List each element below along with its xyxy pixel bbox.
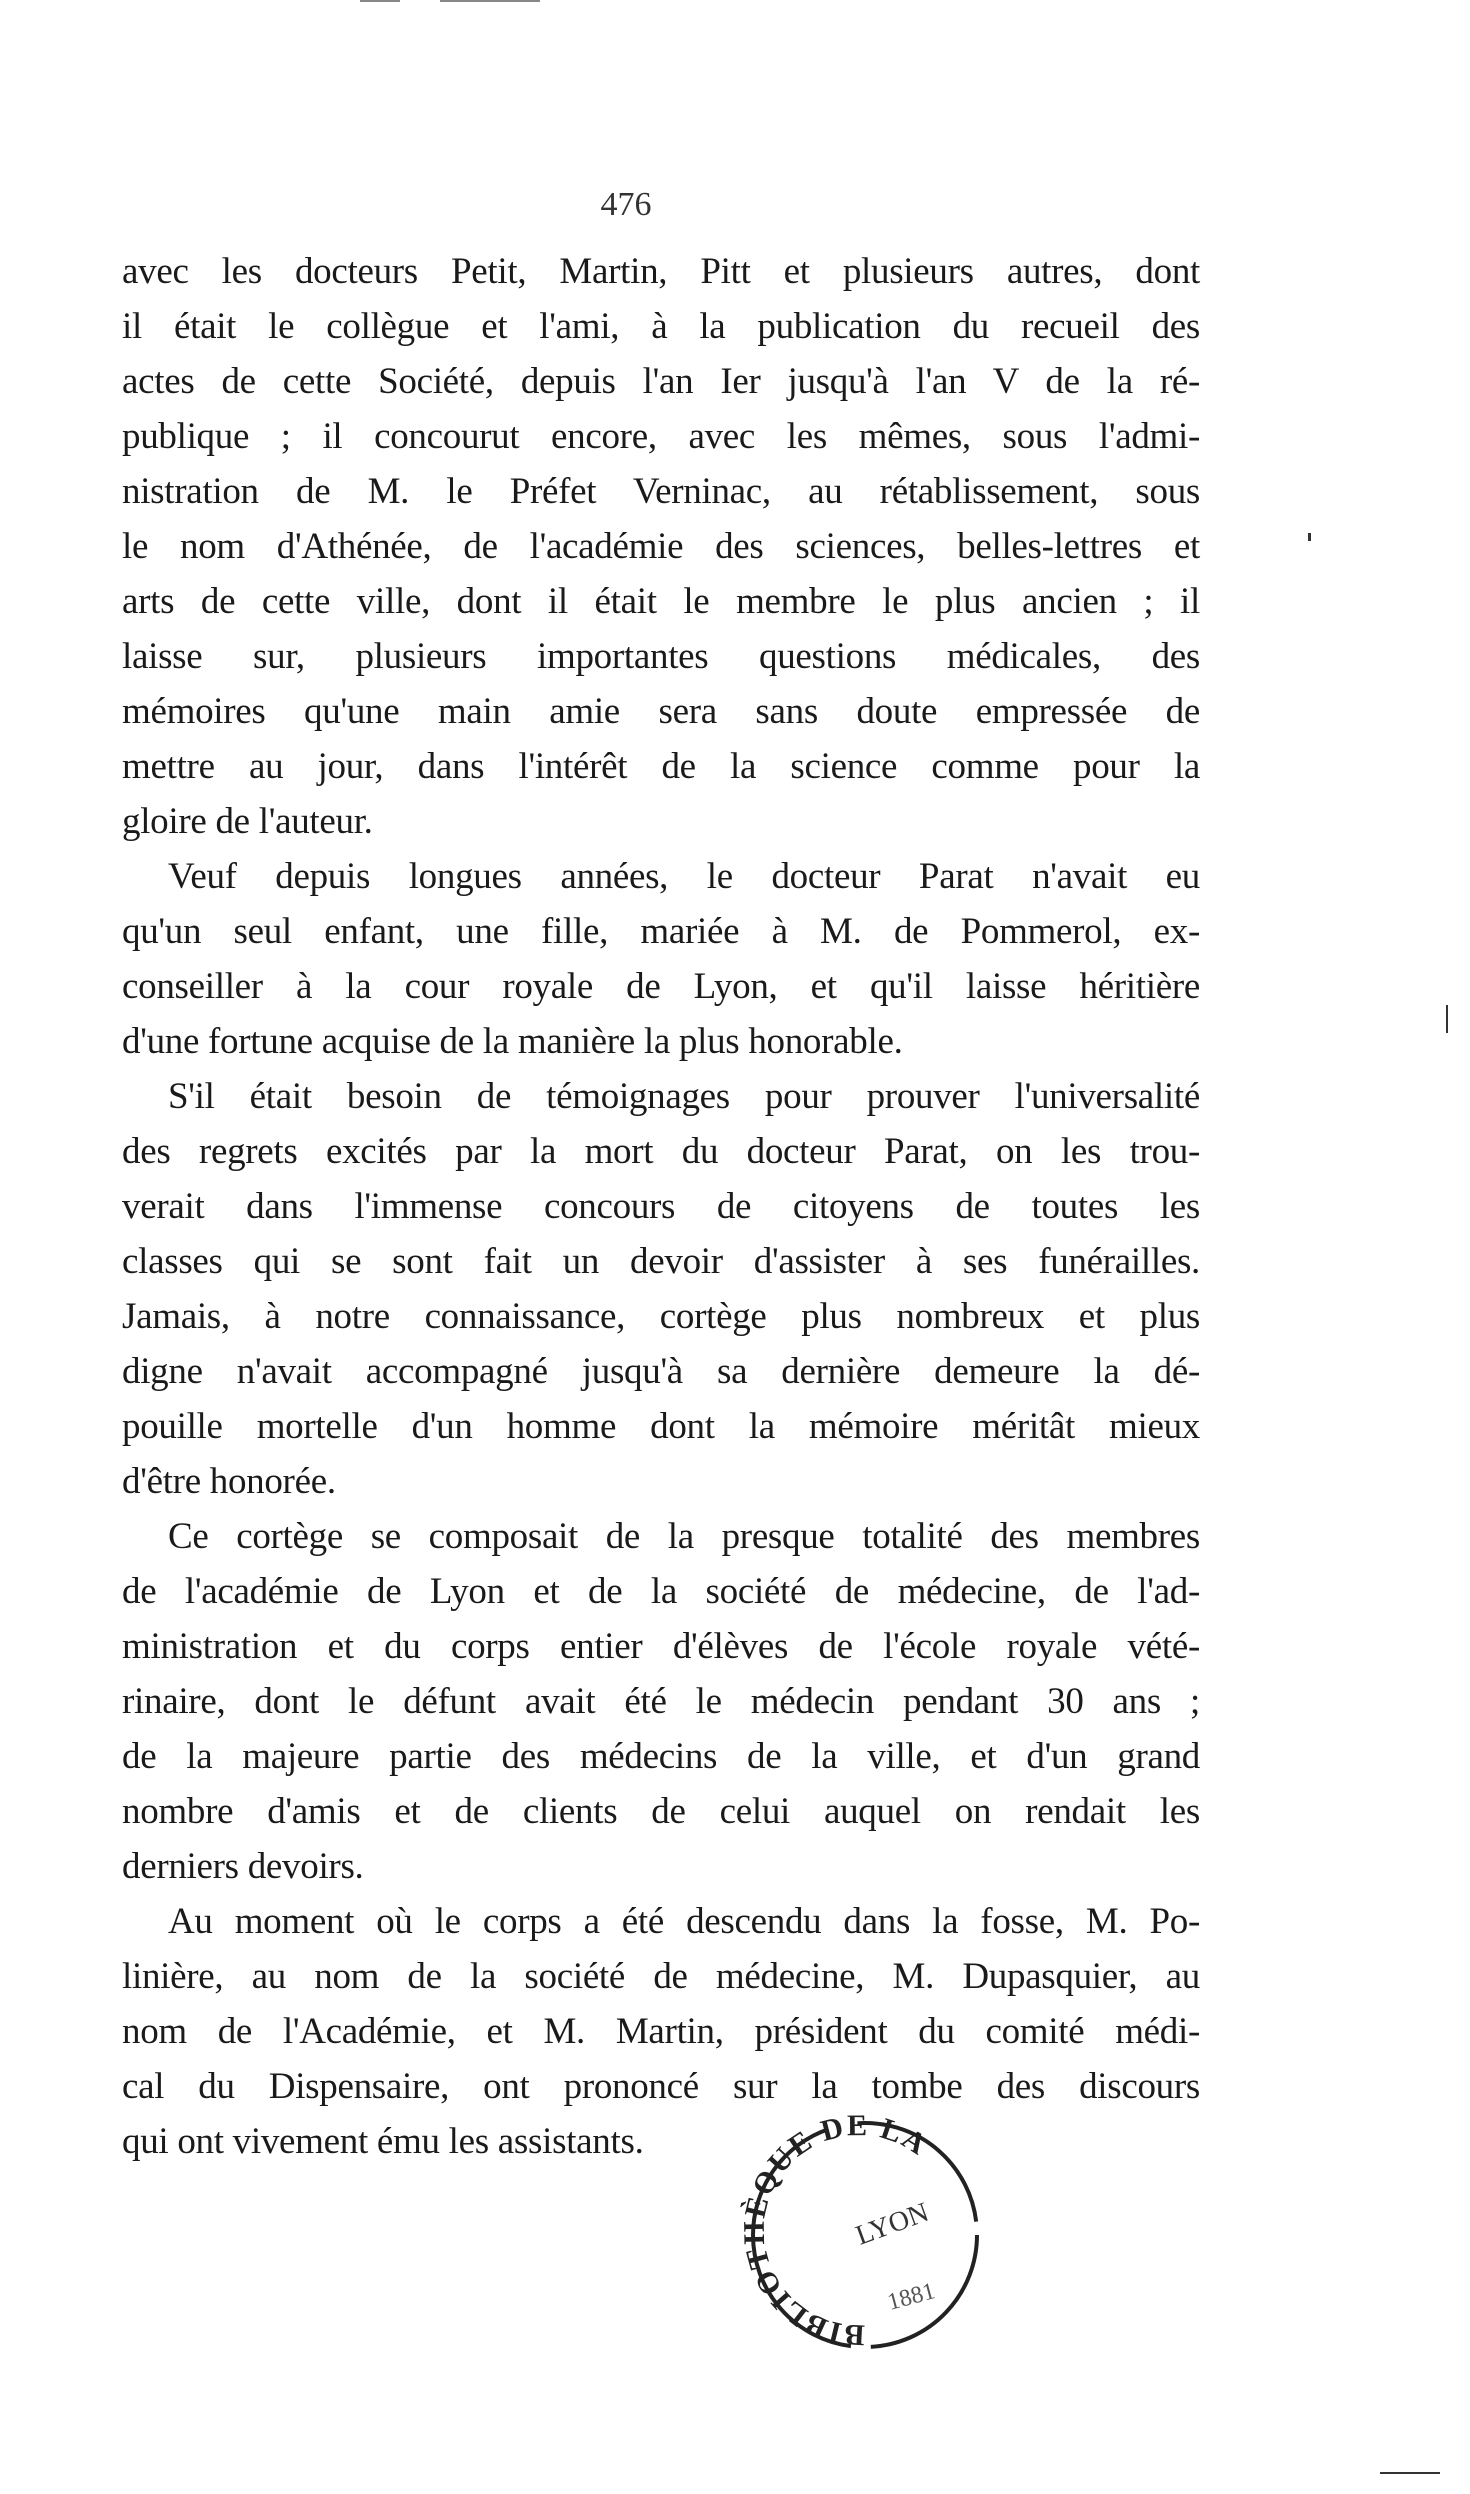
text-line: linière, au nom de la société de médecine, M. Dupasquier, au — [122, 1956, 1200, 1997]
svg-text:1881: 1881 — [884, 2278, 938, 2316]
text-line: laisse sur, plusieurs importantes questions médicales, des — [122, 636, 1200, 677]
text-line: de l'académie de Lyon et de la société de médecine, de l'ad- — [122, 1571, 1200, 1612]
text-line: publique ; il concourut encore, avec les mêmes, sous l'admi- — [122, 416, 1200, 457]
text-line: avec les docteurs Petit, Martin, Pitt et plusieurs autres, dont — [122, 251, 1200, 292]
text-line: S'il était besoin de témoignages pour prouver l'universalité — [168, 1076, 1200, 1117]
text-line: mémoires qu'une main amie sera sans doute empressée de — [122, 691, 1200, 732]
text-line: nombre d'amis et de clients de celui auquel on rendait les — [122, 1791, 1200, 1832]
text-line: il était le collègue et l'ami, à la publication du recueil des — [122, 306, 1200, 347]
svg-text:BIBLIOTHÈQUE DE LA: BIBLIOTHÈQUE DE LA — [740, 2110, 934, 2352]
text-line: qu'un seul enfant, une fille, mariée à M. de Pommerol, ex- — [122, 911, 1200, 952]
text-line: Ce cortège se composait de la presque totalité des membres — [168, 1516, 1200, 1557]
text-line: derniers devoirs. — [122, 1846, 364, 1887]
svg-text:LYON: LYON — [851, 2196, 933, 2252]
text-line: qui ont vivement ému les assistants. — [122, 2121, 644, 2162]
text-line: Veuf depuis longues années, le docteur Parat n'avait eu — [168, 856, 1200, 897]
text-line: le nom d'Athénée, de l'académie des sciences, belles-lettres et — [122, 526, 1200, 567]
scan-edge-line — [440, 0, 540, 2]
text-line: pouille mortelle d'un homme dont la mémoire méritât mieux — [122, 1406, 1200, 1447]
text-line: ministration et du corps entier d'élèves de l'école royale vété- — [122, 1626, 1200, 1667]
text-line: d'être honorée. — [122, 1461, 336, 1502]
text-line: actes de cette Société, depuis l'an Ier jusqu'à l'an V de la ré- — [122, 361, 1200, 402]
text-line: mettre au jour, dans l'intérêt de la science comme pour la — [122, 746, 1200, 787]
scan-speck — [1380, 2472, 1440, 2474]
text-line: nom de l'Académie, et M. Martin, président du comité médi- — [122, 2011, 1200, 2052]
text-line: Au moment où le corps a été descendu dans la fosse, M. Po- — [168, 1901, 1200, 1942]
text-line: verait dans l'immense concours de citoyens de toutes les — [122, 1186, 1200, 1227]
scan-speck — [1308, 533, 1311, 541]
text-line: de la majeure partie des médecins de la ville, et d'un grand — [122, 1736, 1200, 1777]
text-line: conseiller à la cour royale de Lyon, et qu'il laisse héritière — [122, 966, 1200, 1007]
text-line: classes qui se sont fait un devoir d'assister à ses funérailles. — [122, 1241, 1200, 1282]
text-line: Jamais, à notre connaissance, cortège plus nombreux et plus — [122, 1296, 1200, 1337]
scan-edge-line — [360, 0, 400, 2]
text-line: des regrets excités par la mort du docteur Parat, on les trou- — [122, 1131, 1200, 1172]
page-number: 476 — [600, 186, 652, 223]
text-line: rinaire, dont le défunt avait été le médecin pendant 30 ans ; — [122, 1681, 1200, 1722]
text-line: digne n'avait accompagné jusqu'à sa dernière demeure la dé- — [122, 1351, 1200, 1392]
text-line: d'une fortune acquise de la manière la plus honorable. — [122, 1021, 903, 1062]
scan-speck — [1446, 1005, 1448, 1033]
library-stamp — [740, 2110, 990, 2370]
text-line: gloire de l'auteur. — [122, 801, 373, 842]
text-line: arts de cette ville, dont il était le membre le plus ancien ; il — [122, 581, 1200, 622]
text-line: cal du Dispensaire, ont prononcé sur la tombe des discours — [122, 2066, 1200, 2107]
text-line: nistration de M. le Préfet Verninac, au rétablissement, sous — [122, 471, 1200, 512]
